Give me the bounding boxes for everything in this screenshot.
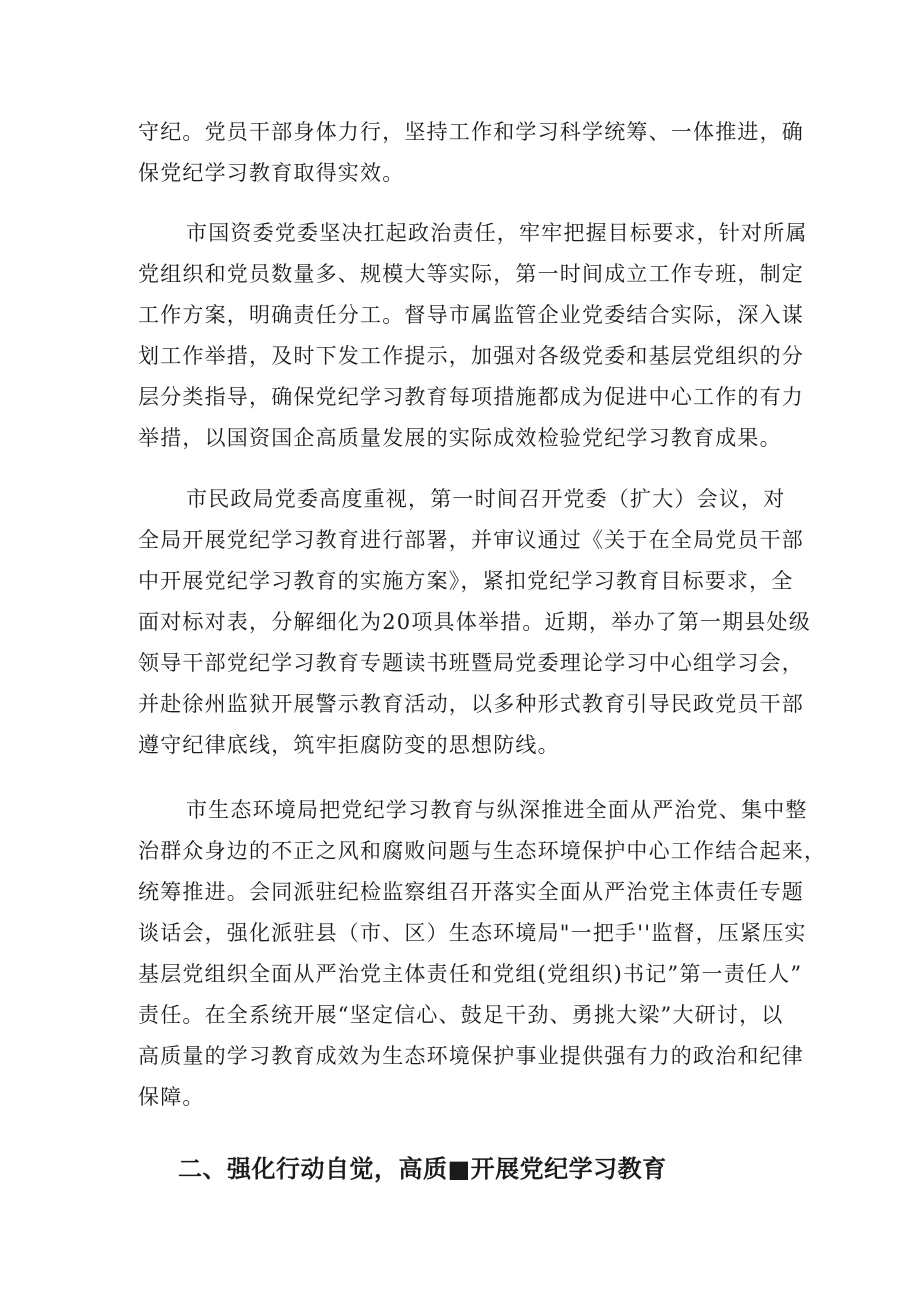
paragraph-3-line-2: 全局开展党纪学习教育进行部署，并审议通过《关于在全局党员干部: [138, 528, 804, 552]
paragraph-3-line-5: 领导干部党纪学习教育专题读书班暨局党委理论学习中心组学习会，: [138, 651, 804, 675]
paragraph-4-line-4: 谈话会，强化派驻县（市、区）生态环境局"一把手''监督，压紧压实: [138, 921, 807, 945]
paragraph-4-line-5: 基层党组织全面从严治党主体责任和党组(党组织)书记”第一责任人”: [138, 962, 803, 986]
paragraph-2-line-1: 市国资委党委坚决扛起政治责任，牢牢把握目标要求，针对所属: [186, 221, 808, 245]
paragraph-2-line-3: 工作方案，明确责任分工。督导市属监管企业党委结合实际，深入谋: [138, 303, 804, 327]
paragraph-4-line-1: 市生态环境局把党纪学习教育与纵深推进全面从严治党、集中整: [186, 798, 808, 822]
paragraph-3-line-1: 市民政局党委高度重视，第一时间召开党委（扩大）会议，对: [186, 487, 786, 511]
paragraph-4-line-2: 治群众身边的不正之风和腐败问题与生态环境保护中心工作结合起来，: [138, 839, 827, 863]
paragraph-4-line-8: 保障。: [138, 1085, 205, 1109]
paragraph-1-line-2: 保党纪学习教育取得实效。: [138, 161, 405, 185]
paragraph-3-line-4: 面对标对表，分解细化为20项具体举措。近期，举办了第一期县处级: [138, 610, 811, 634]
paragraph-3-line-3: 中开展党纪学习教育的实施方案》，紧扣党纪学习教育目标要求，全: [138, 569, 794, 593]
section-heading: 二、强化行动自觉，高质■开展党纪学习教育: [178, 1155, 667, 1183]
paragraph-2-line-6: 举措，以国资国企高质量发展的实际成效检验党纪学习教育成果。: [138, 426, 782, 450]
paragraph-2-line-2: 党组织和党员数量多、规模大等实际，第一时间成立工作专班，制定: [138, 262, 804, 286]
paragraph-2-line-4: 划工作举措，及时下发工作提示，加强对各级党委和基层党组织的分: [138, 344, 804, 368]
paragraph-3-line-6: 并赴徐州监狱开展警示教育活动，以多种形式教育引导民政党员干部: [138, 692, 804, 716]
paragraph-2-line-5: 层分类指导，确保党纪学习教育每项措施都成为促进中心工作的有力: [138, 385, 804, 409]
paragraph-4-line-7: 高质量的学习教育成效为生态环境保护事业提供强有力的政治和纪律: [138, 1044, 804, 1068]
paragraph-3-line-7: 遵守纪律底线，筑牢拒腐防变的思想防线。: [138, 733, 560, 757]
paragraph-4-line-6: 责任。在全系统开展“坚定信心、鼓足干劲、勇挑大梁”大研讨，以: [138, 1003, 784, 1027]
paragraph-4-line-3: 统筹推进。会同派驻纪检监察组召开落实全面从严治党主体责任专题: [138, 880, 804, 904]
paragraph-1-line-1: 守纪。党员干部身体力行，坚持工作和学习科学统筹、一体推进，确: [138, 120, 804, 144]
